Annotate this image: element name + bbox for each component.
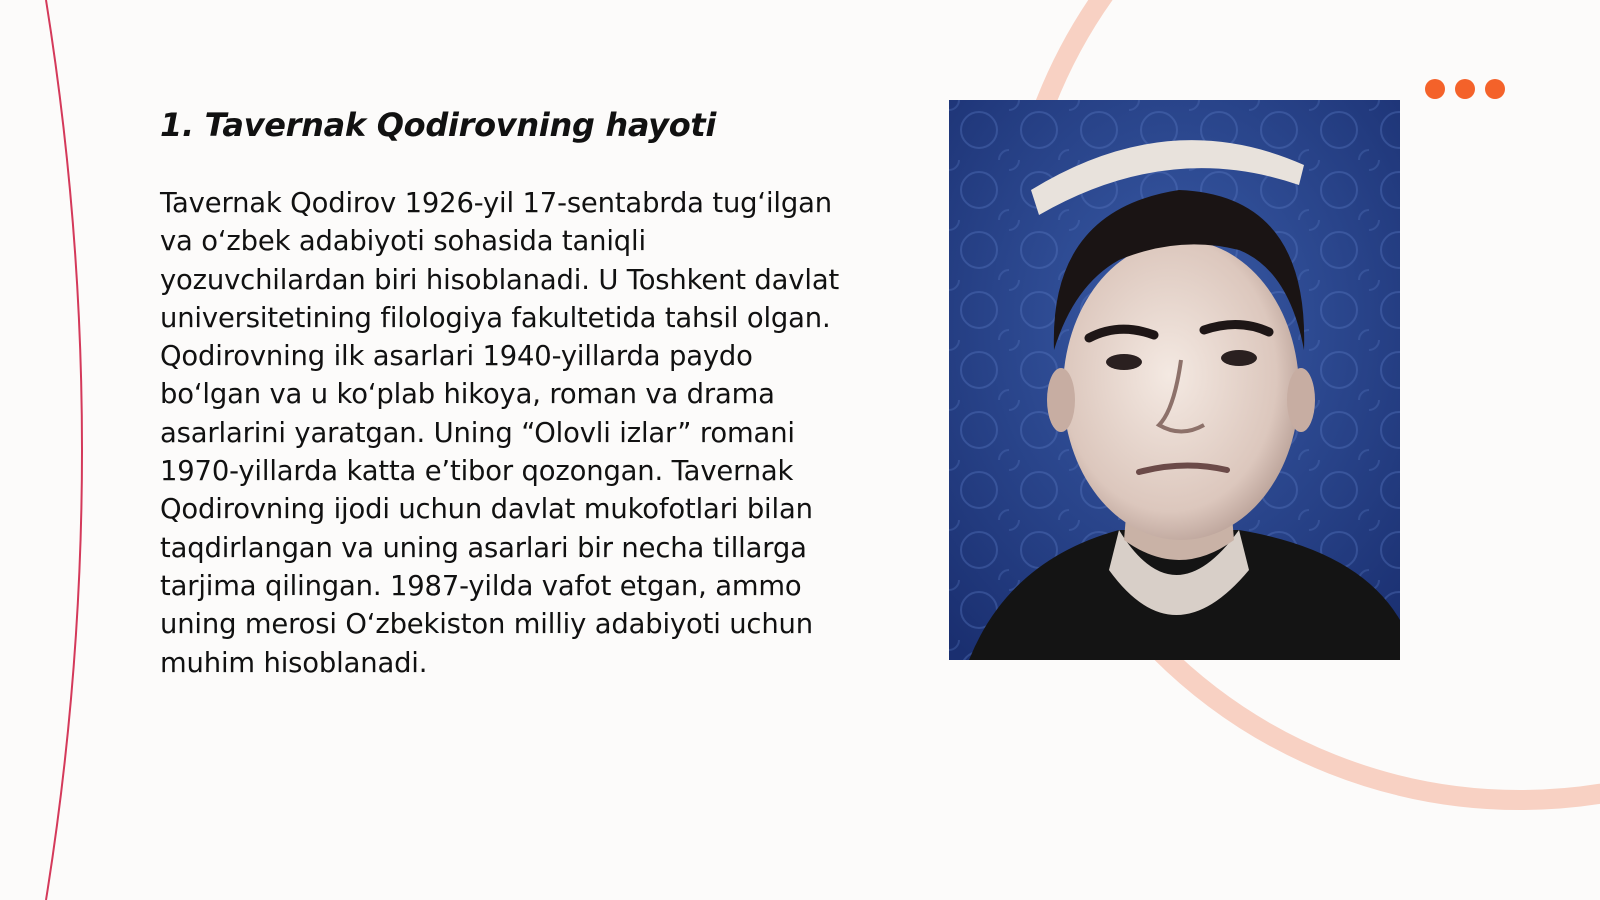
dot-icon: [1485, 79, 1505, 99]
slide-title: 1. Tavernak Qodirovning hayoti: [160, 106, 717, 144]
slide-body-text: Tavernak Qodirov 1926-yil 17-sentabrda tug‘ilgan va o‘zbek adabiyoti sohasida taniqli yozuvchilardan biri hisoblanadi. U Toshkent davlat universitetining filologiya fakultetida tahsil olgan. Qodirovning ilk asarlari 1940-yillarda paydo bo‘lgan va u ko‘plab hikoya, roman va drama asarlarini yaratgan. Uning “Olovli izlar” romani 1970-yillarda katta e’tibor qozongan. Tavernak Qodirovning ijodi uchun davlat mukofotlari bilan taqdirlangan va uning asarlari bir necha tillarga tarjima qilingan. 1987-yilda vafot etgan, ammo uning merosi O‘zbekiston milliy adabiyoti uchun muhim hisoblanadi.: [160, 188, 840, 679]
dot-icon: [1425, 79, 1445, 99]
left-accent-line: [46, 0, 82, 900]
dot-icon: [1455, 79, 1475, 99]
portrait-photo: [949, 100, 1400, 660]
more-dots-icon: [1425, 79, 1505, 99]
